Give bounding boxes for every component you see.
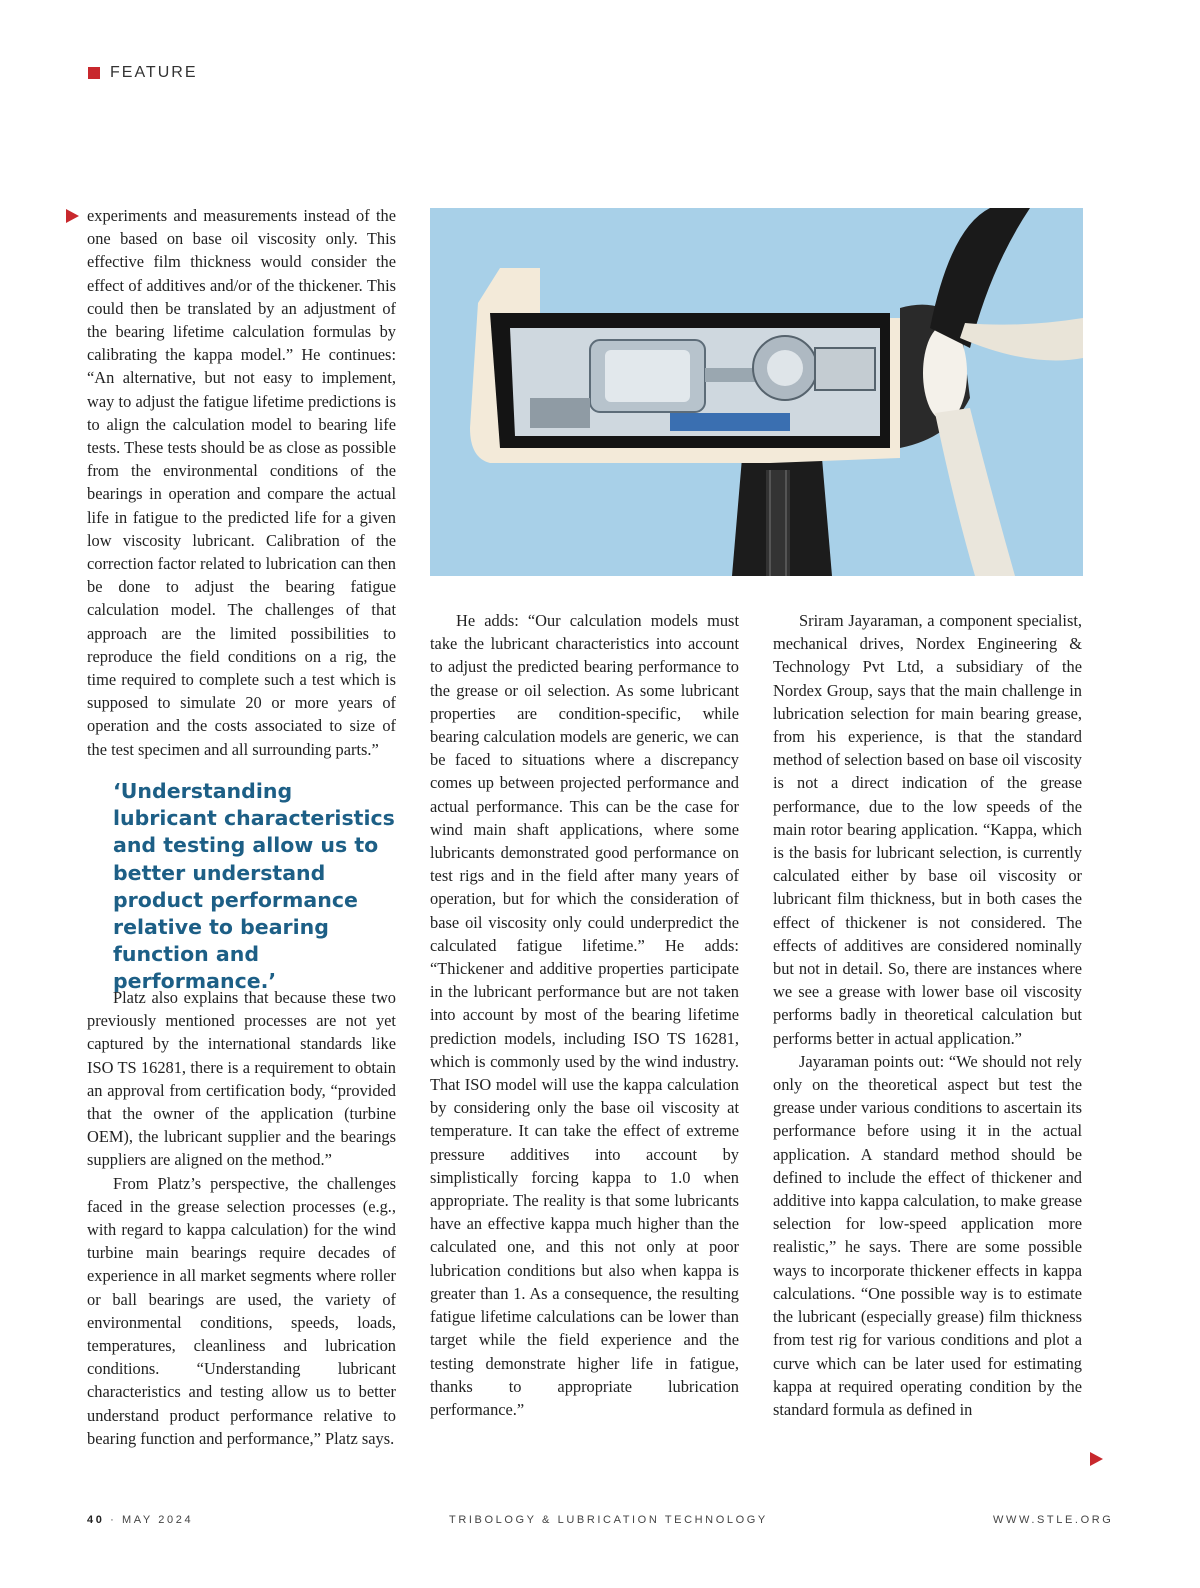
article-column-2 (430, 609, 739, 1421)
nacelle-cutaway-image (430, 208, 1083, 576)
paragraph: From Platz’s perspective, the challenges faced in the grease selection processes (e.g., with regard to kappa calculation) for the wind turbine main bearings require decades of experience in all market segments where roller or ball bearings are used, the variety of environmental conditions, speeds, loads, temperatures, cleanliness and lubrication conditions. “Understanding lubricant characteristics and testing allow us to better understand product performance relative to bearing function and performance,” Platz says. (87, 1173, 396, 1448)
website-link[interactable]: WWW.STLE.ORG (993, 1514, 1114, 1526)
section-marker-icon (88, 67, 100, 79)
publication-name: TRIBOLOGY & LUBRICATION TECHNOLOGY (449, 1514, 768, 1526)
wind-turbine-nacelle-illustration (430, 208, 1083, 576)
pull-quote: ‘Understanding lubricant characteristics and testing allow us to better understand product performance relative to bearing function and performance.’ (113, 779, 395, 994)
article-column-1 (87, 204, 396, 761)
section-label: FEATURE (110, 64, 198, 81)
issue-date: MAY 2024 (122, 1514, 194, 1526)
paragraph: He adds: “Our calculation models must take the lubricant characteristics into account to adjust the predicted bearing performance to the grease or oil selection. As some lubricant properties are condition-specific, while bearing calculation models are generic, we can be faced to situations where a discrepancy comes up between projected performance and actual performance. This can be the case for wind main shaft applications, where some lubricants demonstrated good performance on test rigs and in the field after many years of operation, but for which the consideration of base oil viscosity only could underpredict the calculated fatigue lifetime.” He adds: “Thickener and additive properties participate in the lubricant performance but are not taken into account by most of the bearing lifetime prediction models, including ISO TS 16281, which is commonly used by the wind industry. That ISO model will use the kappa calculation by considering only the base oil viscosity at temperature. It can take the effect of extreme pressure additives into account by simplistically forcing kappa to 1.0 when appropriate. The reality is that some lubricants have an effective kappa much higher than the calculated one, and this not only at poor lubrication conditions but also when kappa is greater than 1. As a consequence, the resulting fatigue lifetime calculations can be lower than target while the field experience and the testing demonstrate higher life in fatigue, thanks to appropriate lubrication performance.” (430, 611, 739, 1419)
footer-separator: · (110, 1514, 117, 1526)
paragraph: Jayaraman points out: “We should not rely only on the theoretical aspect but test the grease under various conditions to ascertain its performance before using it in the actual application. A standard method should be defined to include the effect of thickener and additive into kappa calculation, to make grease selection for low-speed application more realistic,” he says. There are some possible ways to incorporate thickener effects in kappa calculations. “One possible way is to estimate the lubricant (especially grease) film thickness from test rig for various conditions and plot a curve which can be later used for estimating kappa at required operating condition by the standard formula as defined in (773, 1051, 1082, 1419)
article-column-1-lower (87, 986, 396, 1450)
page-number: 40 (87, 1514, 105, 1526)
article-column-3 (773, 609, 1082, 1421)
section-header (88, 64, 197, 82)
footer-left (87, 1514, 193, 1526)
paragraph: Sriram Jayaraman, a component specialist, mechanical drives, Nordex Engineering & Technology Pvt Ltd, a subsidiary of the Nordex Group, says that the main challenge in lubrication selection for main bearing grease, from his experience, is that the standard method of selection based on base oil viscosity is not a direct indication of the grease performance, due to the low speeds of the main rotor bearing application. “Kappa, which is the basis for lubricant selection, is currently calculated either by base oil viscosity or lubricant film thickness, but in both cases the effect of thickener is not considered. The effects of additives are considered nominally but not in detail. So, there are instances where we see a grease with lower base oil viscosity performs badly in theoretical calculation but performs better in actual application.” (773, 611, 1082, 1048)
paragraph: Platz also explains that because these two previously mentioned processes are not yet captured by the international standards like ISO TS 16281, there is a requirement to obtain an approval from certification body, “provided that the owner of the application (turbine OEM), the lubricant supplier and the bearings suppliers are aligned on the method.” (87, 988, 396, 1170)
continued-from-arrow-icon (66, 209, 79, 223)
paragraph: experiments and measurements instead of the one based on base oil viscosity only. This effective film thickness would consider the effect of additives and/or of the thickener. This could then be translated by an adjustment of the bearing lifetime calculation formulas by calibrating the kappa model.” He continues: “An alternative, but not easy to implement, way to adjust the fatigue lifetime predictions is to align the calculation model to bearing life tests. These tests should be as close as possible from the environmental conditions of the bearings in operation and compare the actual life in fatigue to the predicted life for a given low viscosity lubricant. Calibration of the correction factor related to lubrication can then be done to adjust the bearing fatigue calculation model. The challenges of that approach are the limited possibilities to reproduce the field conditions on a rig, the time required to complete such a test which is supposed to simulate 20 or more years of operation and the costs associated to size of the test specimen and all surrounding parts.” (87, 206, 396, 759)
continued-on-arrow-icon (1090, 1452, 1103, 1466)
